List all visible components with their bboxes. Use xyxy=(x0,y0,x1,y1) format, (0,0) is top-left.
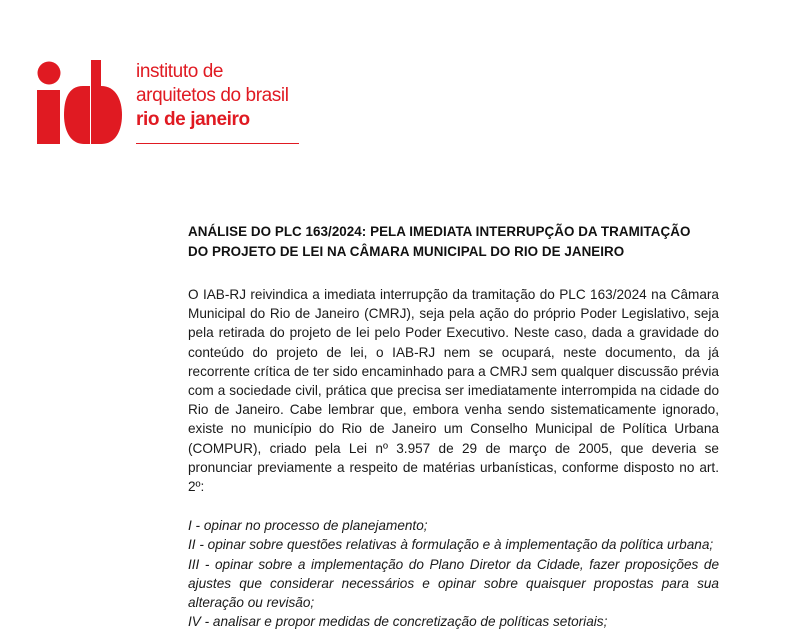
list-item: I - opinar no processo de planejamento; xyxy=(188,518,428,534)
title-line-1: ANÁLISE DO PLC 163/2024: PELA IMEDIATA INTERRUPÇÃO DA TRAMITAÇÃO xyxy=(188,224,691,239)
org-line-1: instituto de xyxy=(136,61,224,82)
iab-logo-icon xyxy=(34,60,124,144)
list-item: III - opinar sobre a implementação do Plano Diretor da Cidade, fazer proposições de ajustes que considerar necessários e opinar sobre quaisquer propostas para sua alteração ou revisão; xyxy=(188,556,719,611)
org-line-2: arquitetos do brasil xyxy=(136,85,289,106)
header-divider xyxy=(136,143,299,144)
article-items-list xyxy=(188,516,719,631)
organization-name xyxy=(136,60,289,132)
list-item: II - opinar sobre questões relativas à formulação e à implementação da política urbana; xyxy=(188,537,714,553)
body-paragraph: O IAB-RJ reivindica a imediata interrupção da tramitação do PLC 163/2024 na Câmara Municipal do Rio de Janeiro (CMRJ), seja pela ação do próprio Poder Legislativo, seja pela retirada do projeto de lei pelo Poder Executivo. Neste caso, dada a gravidade do conteúdo do projeto de lei, o IAB-RJ nem se ocupará, neste documento, da já recorrente crítica de ter sido encaminhado para a CMRJ sem qualquer discussão prévia com a sociedade civil, prática que precisa ser imediatamente interrompida na cidade do Rio de Janeiro. Cabe lembrar que, embora venha sendo sistematicamente ignorado, existe no município do Rio de Janeiro um Conselho Municipal de Política Urbana (COMPUR), criado pela Lei nº 3.957 de 29 de março de 2005, que deveria se pronunciar previamente a respeito de matérias urbanísticas, conforme disposto no art. 2º: xyxy=(188,287,719,495)
org-line-3: rio de janeiro xyxy=(136,109,250,130)
list-item: IV - analisar e propor medidas de concretização de políticas setoriais; xyxy=(188,614,608,630)
document-body xyxy=(188,222,719,631)
title-line-2: DO PROJETO DE LEI NA CÂMARA MUNICIPAL DO RIO DE JANEIRO xyxy=(188,244,625,259)
document-title xyxy=(188,222,719,262)
